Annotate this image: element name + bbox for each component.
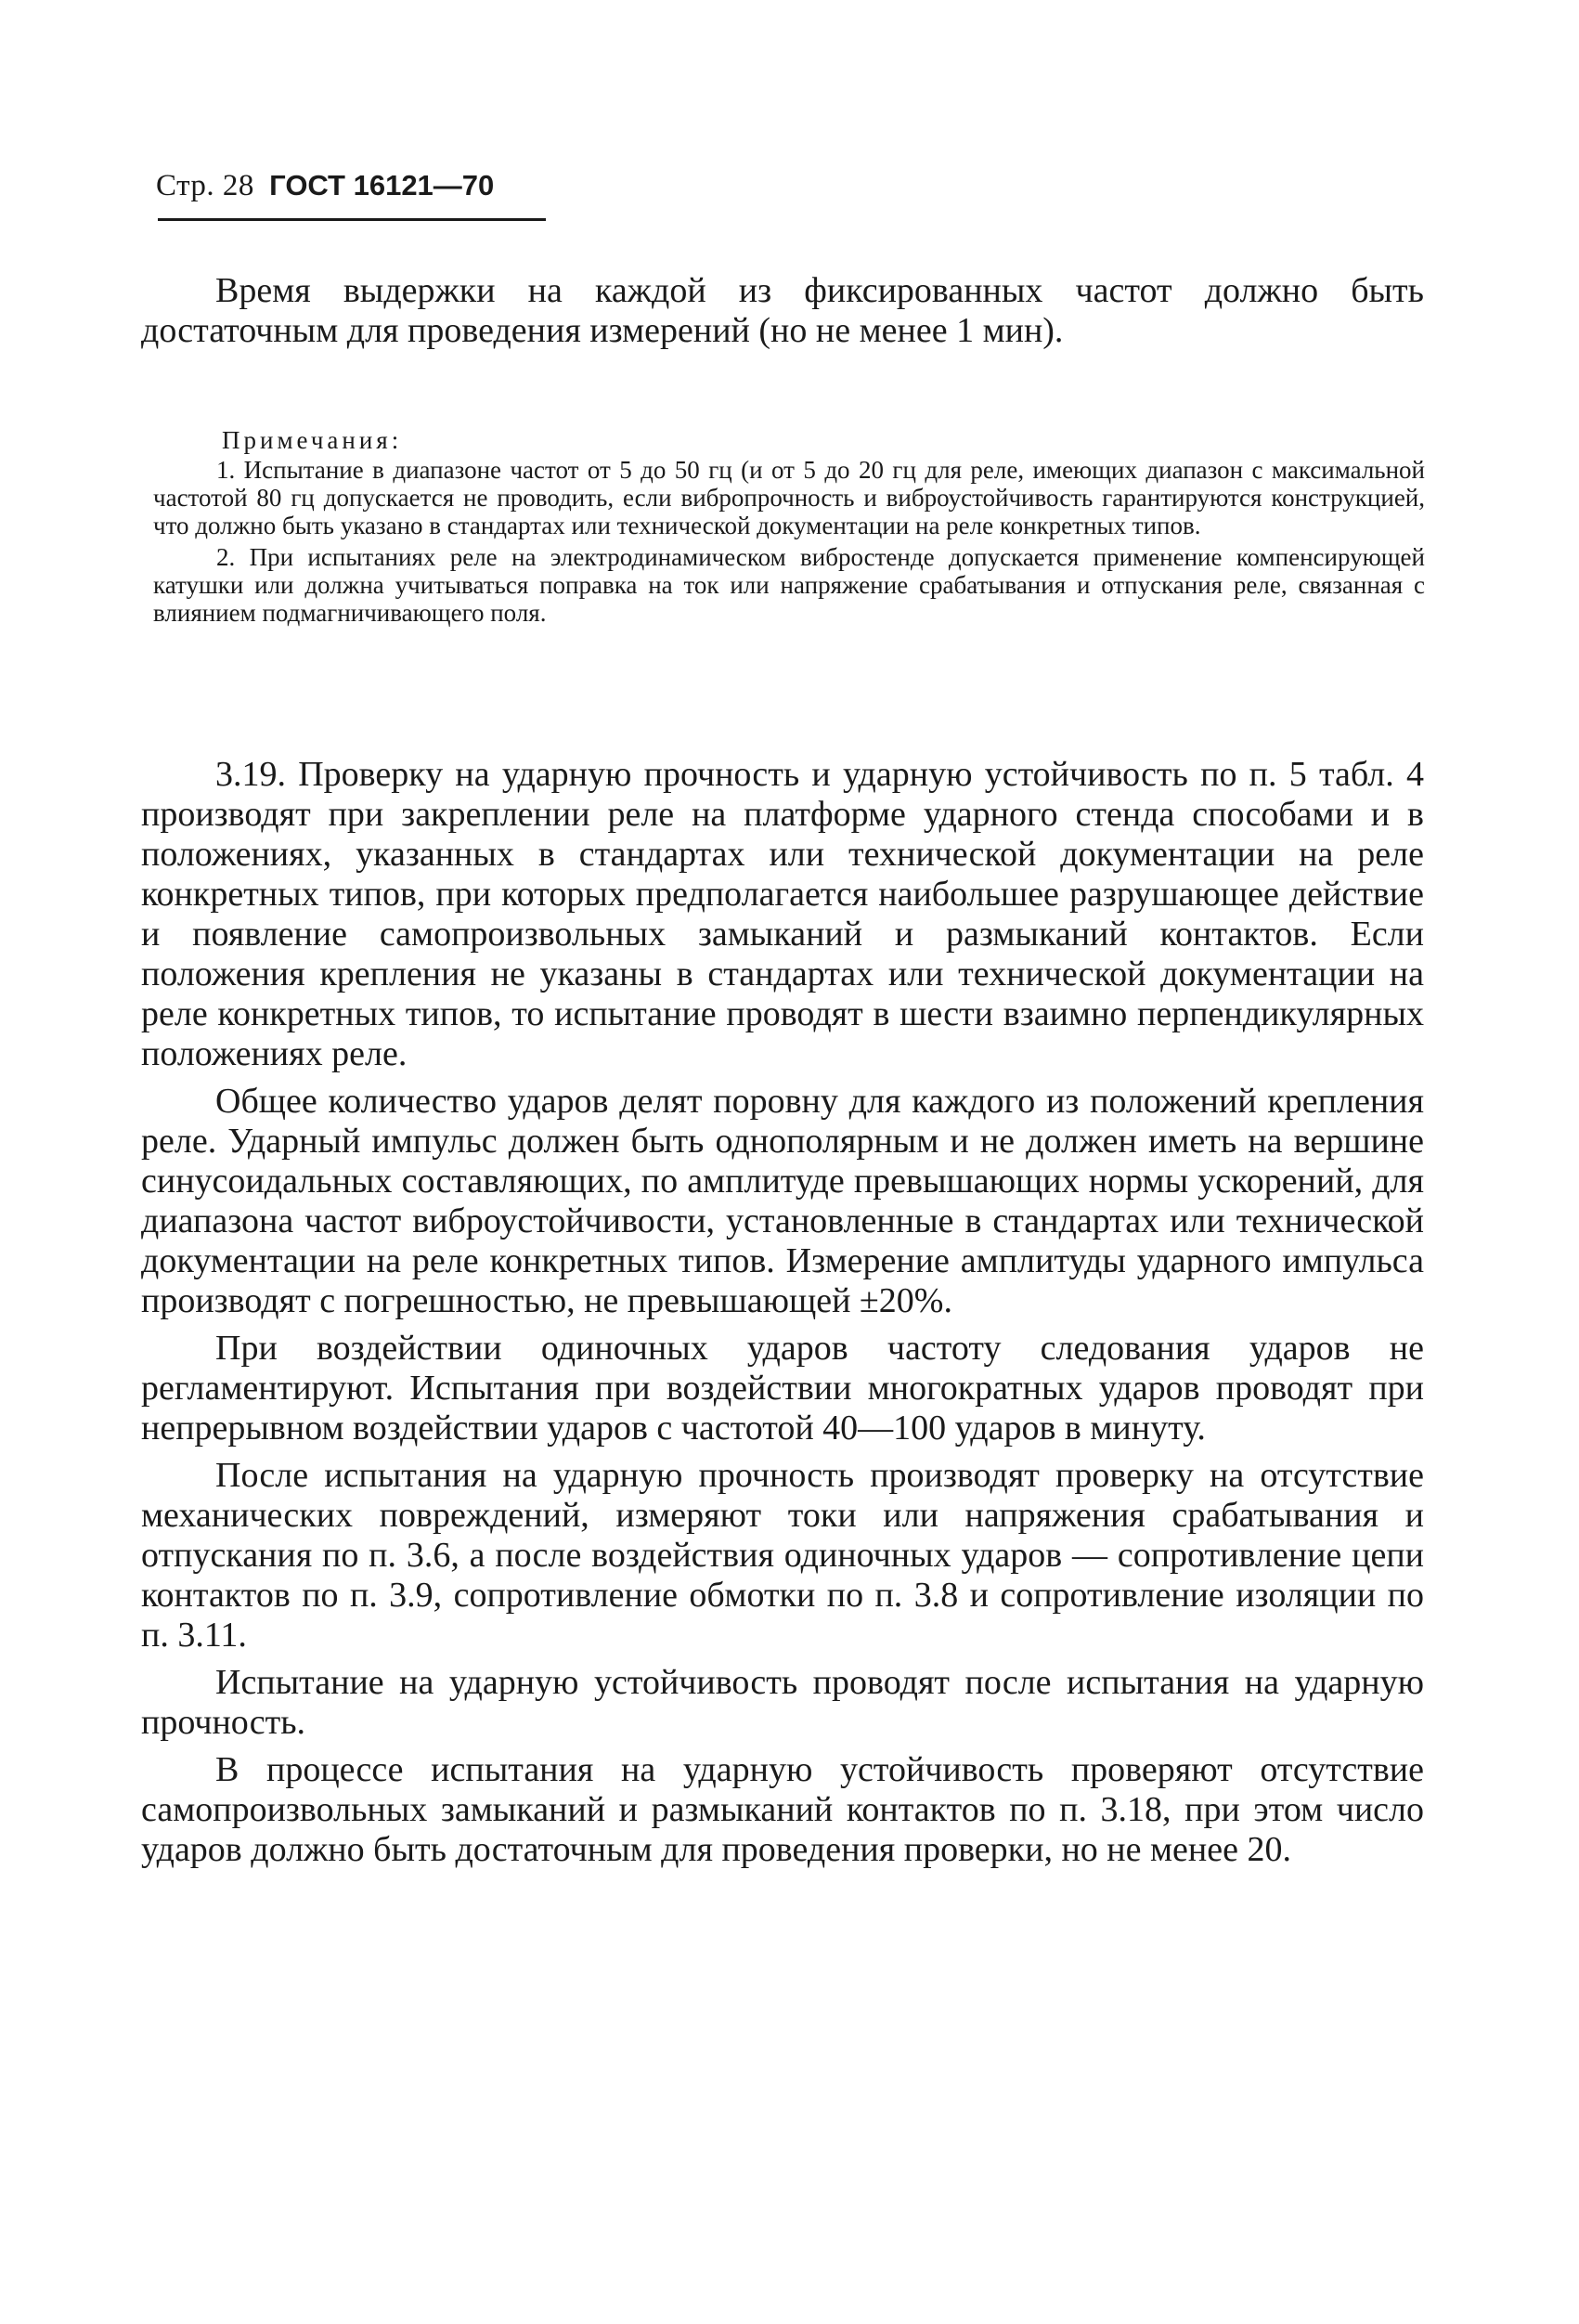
intro-block xyxy=(141,271,1424,351)
notes-block xyxy=(153,426,1425,627)
paragraph: После испытания на ударную прочность производят проверку на отсутствие механических повреждений, измеряют токи или напряжения срабатывания и отпускания по п. 3.6, а после воздействия одиночных ударов — сопротивление цепи контактов по п. 3.9, сопротивление обмотки по п. 3.8 и сопротивление изоляции по п. 3.11. xyxy=(141,1456,1424,1655)
note-item-1: 1. Испытание в диапазоне частот от 5 до 50 гц (и от 5 до 20 гц для реле, имеющих диапазон с максимальной частотой 80 гц допускается не проводить, если вибропрочность и виброустойчивость гарантируются конструкцией, что должно быть указано в стандартах или технической документации на реле конкретных типов. xyxy=(153,456,1425,539)
page-number: Стр. 28 xyxy=(156,169,254,202)
intro-paragraph: Время выдержки на каждой из фиксированных частот должно быть достаточным для проведения измерений (но не менее 1 мин). xyxy=(141,271,1424,350)
paragraph: В процессе испытания на ударную устойчивость проверяют отсутствие самопроизвольных замыканий и размыканий контактов по п. 3.18, при этом число ударов должно быть достаточным для проведения проверки, но не менее 20. xyxy=(141,1750,1424,1869)
paragraph: Испытание на ударную устойчивость проводят после испытания на ударную прочность. xyxy=(141,1663,1424,1742)
paragraph: При воздействии одиночных ударов частоту следования ударов не регламентируют. Испытания при воздействии многократных ударов проводят при непрерывном воздействии ударов с частотой 40—100 ударов в минуту. xyxy=(141,1329,1424,1448)
paragraph: Общее количество ударов делят поровну для каждого из положений крепления реле. Ударный импульс должен быть однополярным и не должен иметь на вершине синусоидальных составляющих, по амплитуде превышающих нормы ускорений, для диапазона частот виброустойчивости, установленные в стандартах или технической документации на реле конкретных типов. Измерение амплитуды ударного импульса производят с погрешностью, не превышающей ±20%. xyxy=(141,1082,1424,1320)
paragraph: 3.19. Проверку на ударную прочность и ударную устойчивость по п. 5 табл. 4 производят при закреплении реле на платформе ударного стенда способами и в положениях, указанных в стандартах или технической документации на реле конкретных типов, при которых предполагается наибольшее разрушающее действие и появление самопроизвольных замыканий и размыканий контактов. Если положения крепления не указаны в стандартах или технической документации на реле конкретных типов, то испытание проводят в шести взаимно перпендикулярных положениях реле. xyxy=(141,755,1424,1073)
note-item-2: 2. При испытаниях реле на электродинамическом вибростенде допускается применение компенсирующей катушки или должна учитываться поправка на ток или напряжение срабатывания и отпускания реле, связанная с влиянием подмагничивающего поля. xyxy=(153,543,1425,627)
header-rule xyxy=(158,218,546,221)
section-3-19 xyxy=(141,755,1424,1870)
standard-code: ГОСТ 16121—70 xyxy=(269,169,495,201)
notes-heading: Примечания: xyxy=(222,426,403,454)
page-header xyxy=(156,167,494,204)
